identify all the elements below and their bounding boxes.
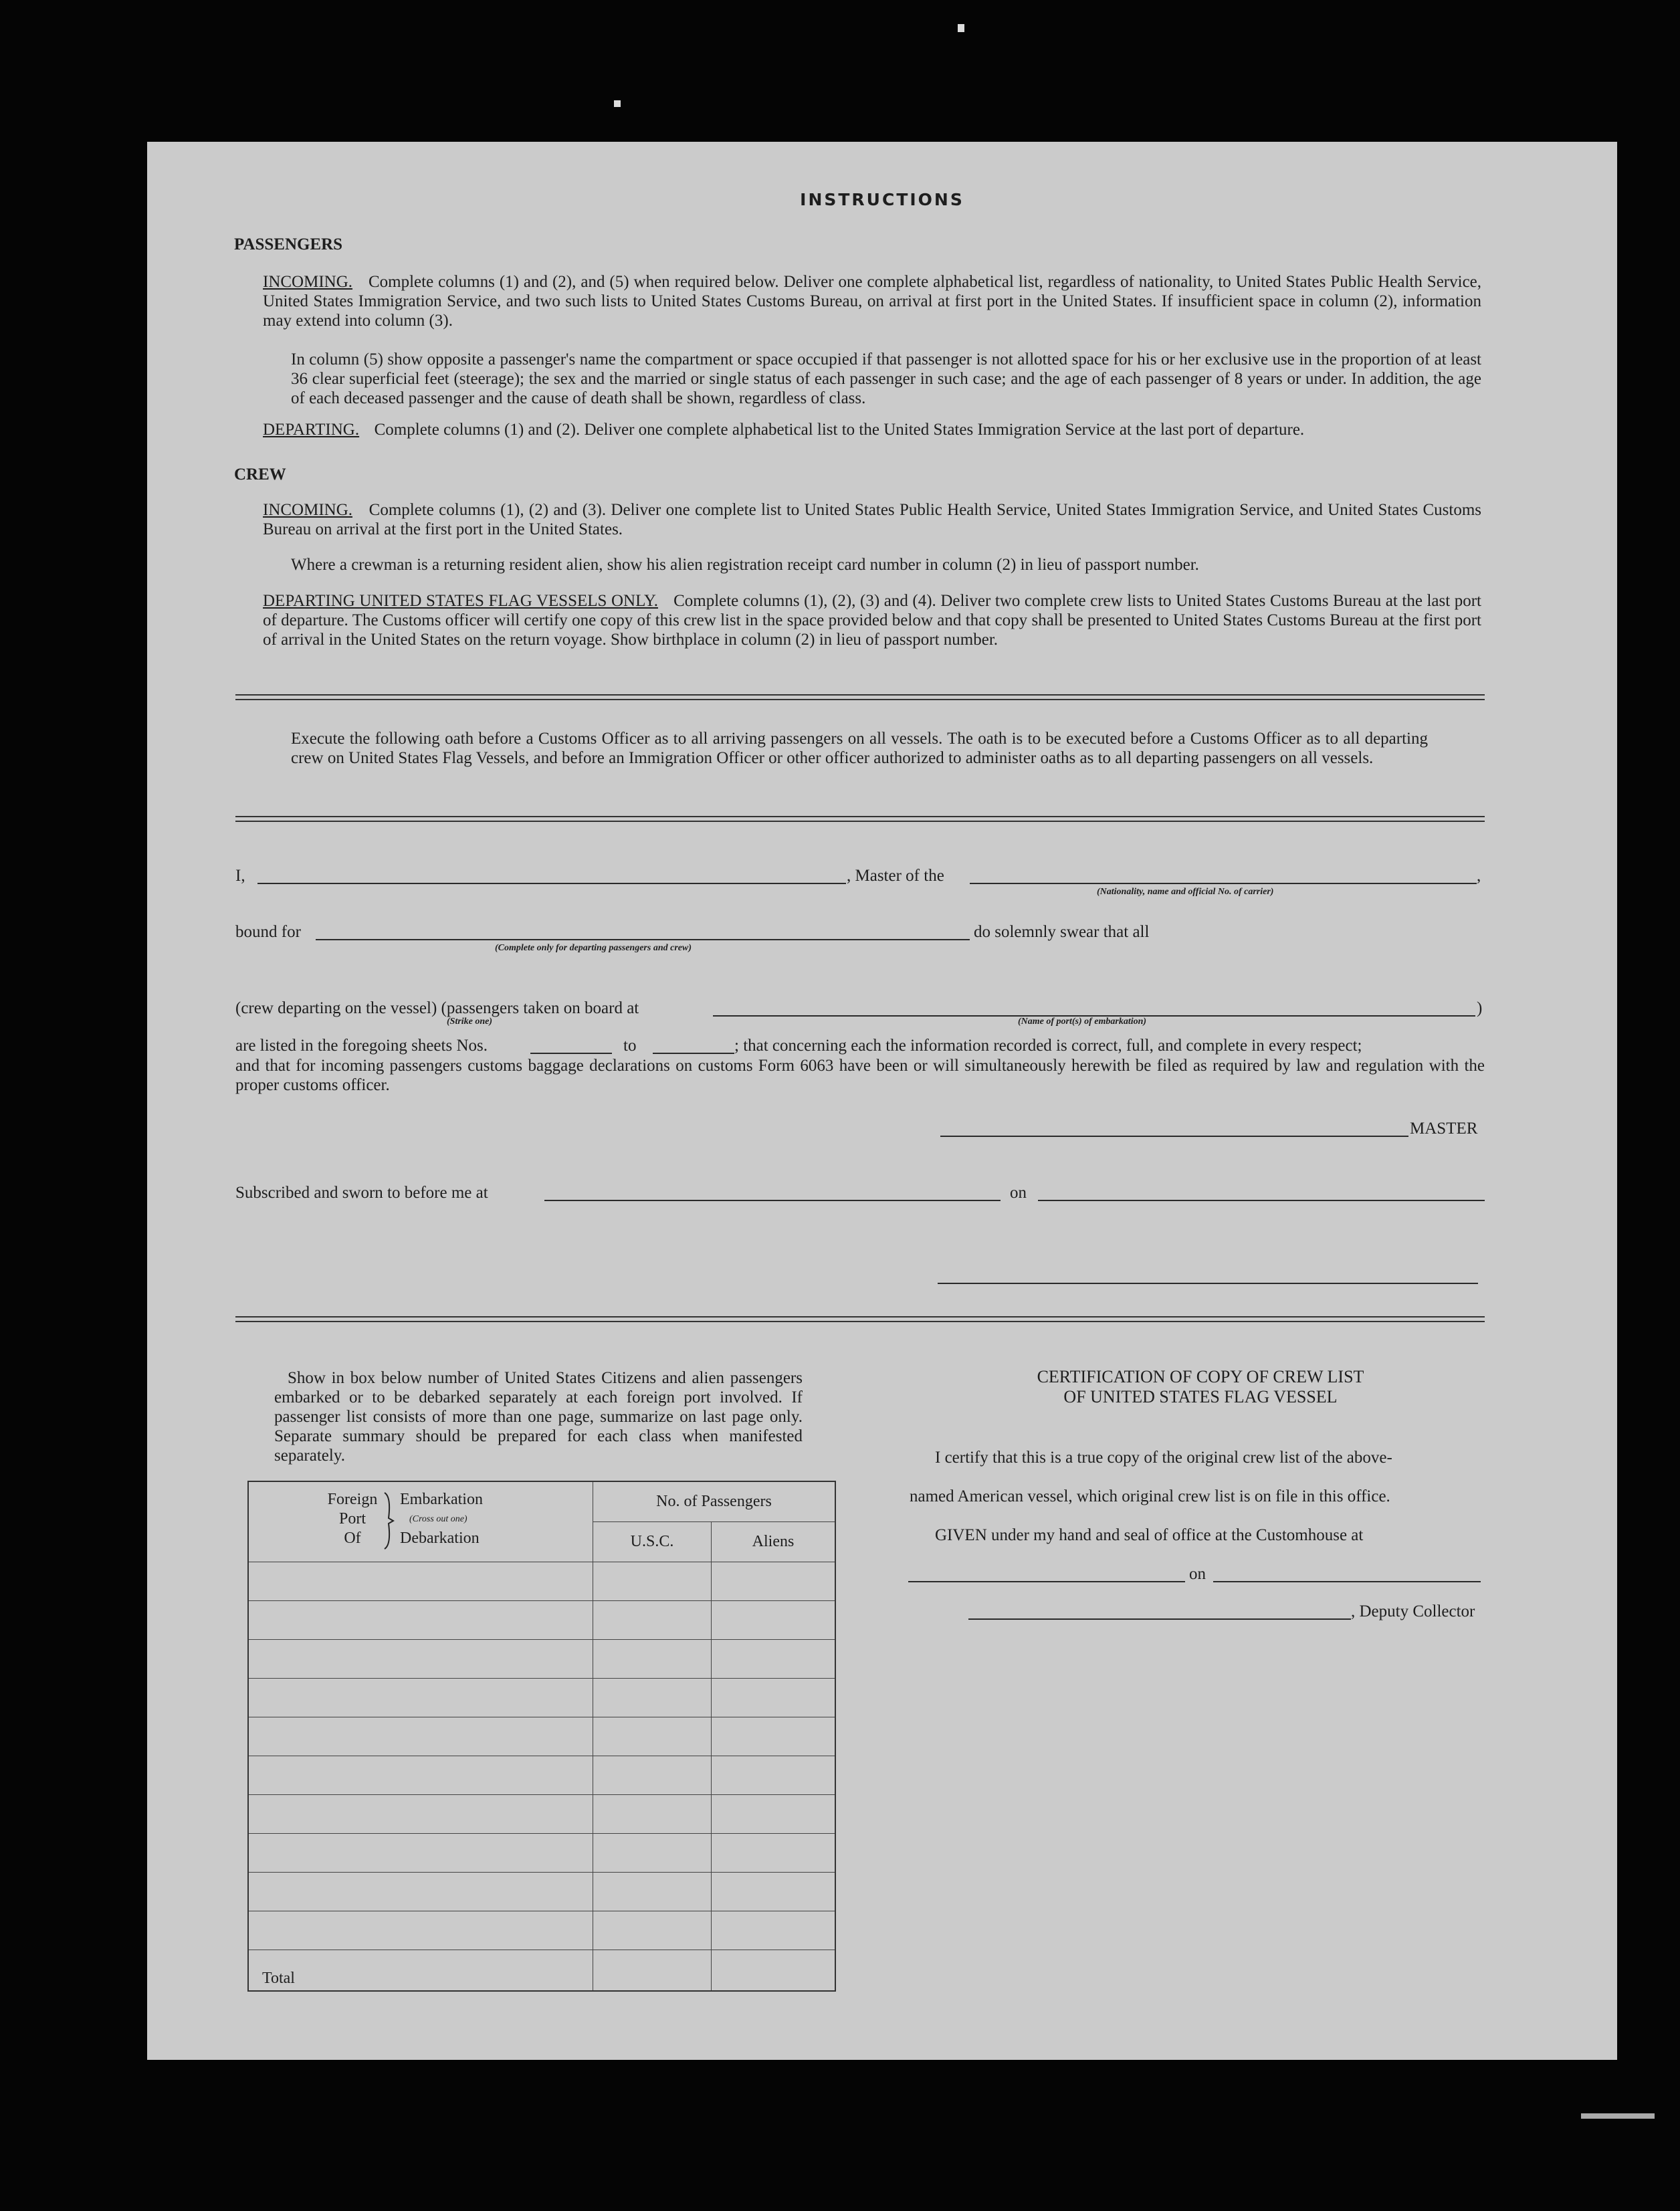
bound-for-field[interactable] [316,939,970,940]
certification-on-label: on [1189,1565,1206,1583]
form-page [147,142,1617,2060]
certification-line3: GIVEN under my hand and seal of office at the Customhouse at [935,1526,1364,1544]
sheet-from-field[interactable] [530,1053,612,1054]
aliens-cell[interactable] [712,1794,836,1833]
crew-incoming-label: INCOMING. [263,501,353,519]
port-cell[interactable] [248,1872,593,1911]
sworn-place-field[interactable] [544,1200,1001,1201]
deputy-signature-field[interactable] [968,1618,1351,1620]
page-title: INSTRUCTIONS [800,190,964,209]
passengers-incoming-paragraph [263,272,1481,330]
usc-cell[interactable] [593,1794,712,1833]
passengers-incoming-label: INCOMING. [263,273,353,291]
crew-departing-label: DEPARTING UNITED STATES FLAG VESSELS ONLY. [263,592,658,610]
usc-cell[interactable] [593,1872,712,1911]
customhouse-field[interactable] [908,1581,1185,1582]
passenger-summary-table [247,1481,836,1992]
swear-label: do solemnly swear that all [974,923,1150,941]
passengers-column5-paragraph: In column (5) show opposite a passenger's name the compartment or space occupied if that passenger is not allotted space for his or her exclusive use in the proportion of at least 36 clear superficial feet (steerage); the sex and the married or single status of each passenger in such case; and the age of each passenger of 8 years or under. In addition, the age of each deceased passenger and the cause of death shall be shown, regardless of class. [291,350,1481,407]
sworn-on-label: on [1010,1184,1027,1202]
bound-caption: (Complete only for departing passengers and crew) [495,943,692,953]
port-label: Port [338,1510,366,1528]
debarkation-label: Debarkation [400,1530,480,1547]
port-cell[interactable] [248,1717,593,1756]
usc-cell[interactable] [593,1639,712,1678]
usc-cell[interactable] [593,1717,712,1756]
aliens-cell[interactable] [712,1833,836,1872]
passengers-heading: PASSENGERS [234,235,343,253]
master-label: MASTER [1410,1120,1478,1138]
crew-departing-text: Complete columns (1), (2), (3) and (4). Deliver two complete crew lists to United States Customs Bureau at the last port of departure. The Customs officer will certify one copy of this crew list in the space provided below and that copy shall be presented to United States Customs Bureau at the first port of arrival in the United States on the return voyage. Show birthplace in column (2) in lieu of passport number. [263,592,1482,649]
usc-cell[interactable] [593,1756,712,1794]
embarkation-label: Embarkation [400,1491,483,1508]
port-cell[interactable] [248,1562,593,1600]
aliens-total-cell[interactable] [712,1950,836,1991]
port-cell[interactable] [248,1678,593,1717]
oath-i-label: I, [235,867,245,885]
total-label: Total [248,1950,593,1991]
comma-mark: , [1477,867,1481,885]
section-divider [235,1316,1485,1322]
port-cell[interactable] [248,1794,593,1833]
aliens-cell[interactable] [712,1756,836,1794]
listed-rest: ; that concerning each the information recorded is correct, full, and complete in every respect; [734,1037,1362,1055]
certification-date-field[interactable] [1213,1581,1481,1582]
foreign-port-of [322,1490,383,1548]
sheet-to-field[interactable] [653,1053,734,1054]
crew-incoming-paragraph [263,500,1481,539]
listed-to-label: to [623,1037,637,1055]
scan-speck [1581,2113,1655,2119]
usc-total-cell[interactable] [593,1950,712,1991]
section-divider [235,816,1485,822]
crew-departing-paragraph [263,591,1481,649]
summary-instruction: Show in box below number of United States Citizens and alien passengers embarked or to be debarked separately at each foreign port involved. If passenger list consists of more than one page, summarize on last page only. Separate summary should be prepared for each class when manifested separately. [274,1369,803,1465]
port-cell[interactable] [248,1833,593,1872]
port-cell[interactable] [248,1756,593,1794]
usc-cell[interactable] [593,1678,712,1717]
master-name-field[interactable] [257,883,846,884]
aliens-cell[interactable] [712,1717,836,1756]
aliens-cell[interactable] [712,1872,836,1911]
foreign-label: Foreign [327,1491,378,1508]
scan-speck [958,24,964,32]
scan-speck [614,100,621,107]
sworn-date-field[interactable] [1038,1200,1485,1201]
certification-line2: named American vessel, which original crew list is on file in this office. [910,1487,1390,1505]
usc-cell[interactable] [593,1911,712,1950]
passengers-incoming-text: Complete columns (1) and (2), and (5) when required below. Deliver one complete alphabetical list, regardless of nationality, to United States Public Health Service, United States Immigration Service, and two such lists to United States Customs Bureau, on arrival at first port in the United States. If insufficient space in column (2), information may extend into column (3). [263,273,1482,330]
usc-cell[interactable] [593,1833,712,1872]
passengers-departing-label: DEPARTING. [263,421,360,439]
cross-out-caption: (Cross out one) [409,1514,467,1524]
certification-title [923,1367,1478,1407]
oath-continuation: and that for incoming passengers customs baggage declarations on customs Form 6063 have been or will simultaneously herewith be filed as required by law and regulation with the proper customs officer. [235,1057,1485,1094]
port-cell[interactable] [248,1639,593,1678]
port-cell[interactable] [248,1911,593,1950]
certification-line1: I certify that this is a true copy of the original crew list of the above- [935,1449,1392,1467]
embark-debark [400,1490,483,1548]
officer-signature-field[interactable] [938,1283,1478,1284]
crew-resident-paragraph: Where a crewman is a returning resident alien, show his alien registration receipt card number in column (2) in lieu of passport number. [291,556,1199,574]
no-of-passengers-header: No. of Passengers [593,1481,836,1521]
master-of-label: , Master of the [847,867,944,885]
aliens-cell[interactable] [712,1639,836,1678]
crew-incoming-text: Complete columns (1), (2) and (3). Deliver one complete list to United States Public Health Service, United States Immigration Service, and United States Customs Bureau on arrival at the first port in the United States. [263,501,1482,538]
listed-label: are listed in the foregoing sheets Nos. [235,1037,488,1055]
certification-title-line2: OF UNITED STATES FLAG VESSEL [1063,1387,1338,1406]
subscribed-label: Subscribed and sworn to before me at [235,1184,488,1202]
deputy-collector-label: , Deputy Collector [1351,1602,1475,1620]
of-label: Of [344,1530,361,1547]
ports-caption: (Name of port(s) of embarkation) [1018,1017,1147,1027]
close-paren: ) [1477,999,1483,1017]
aliens-cell[interactable] [712,1562,836,1600]
passengers-departing-paragraph [263,420,1481,439]
aliens-cell[interactable] [712,1600,836,1639]
crew-heading: CREW [234,465,286,484]
strike-one-caption: (Strike one) [447,1017,493,1027]
certification-title-line1: CERTIFICATION OF COPY OF CREW LIST [1037,1367,1364,1386]
crew-departing-label: (crew departing on the vessel) (passengers taken on board at [235,999,639,1017]
usc-cell[interactable] [593,1562,712,1600]
carrier-field[interactable] [970,883,1477,884]
usc-header: U.S.C. [593,1521,712,1562]
section-divider [235,694,1485,700]
oath-instruction: Execute the following oath before a Customs Officer as to all arriving passengers on all vessels. The oath is to be executed before a Customs Officer as to all departing crew on United States Flag Vessels, and before an Immigration Officer or other officer authorized to administer oaths as to all departing passengers on all vessels. [291,730,1428,767]
aliens-cell[interactable] [712,1911,836,1950]
bound-for-label: bound for [235,923,301,941]
carrier-caption: (Nationality, name and official No. of carrier) [1097,887,1274,897]
port-cell[interactable] [248,1600,593,1639]
usc-cell[interactable] [593,1600,712,1639]
port-header-cell [248,1481,593,1562]
brace-icon [383,1491,396,1550]
master-signature-field[interactable] [940,1136,1408,1137]
passengers-departing-text: Complete columns (1) and (2). Deliver one complete alphabetical list to the United States Immigration Service at the last port of departure. [374,421,1305,439]
aliens-header: Aliens [712,1521,836,1562]
aliens-cell[interactable] [712,1678,836,1717]
